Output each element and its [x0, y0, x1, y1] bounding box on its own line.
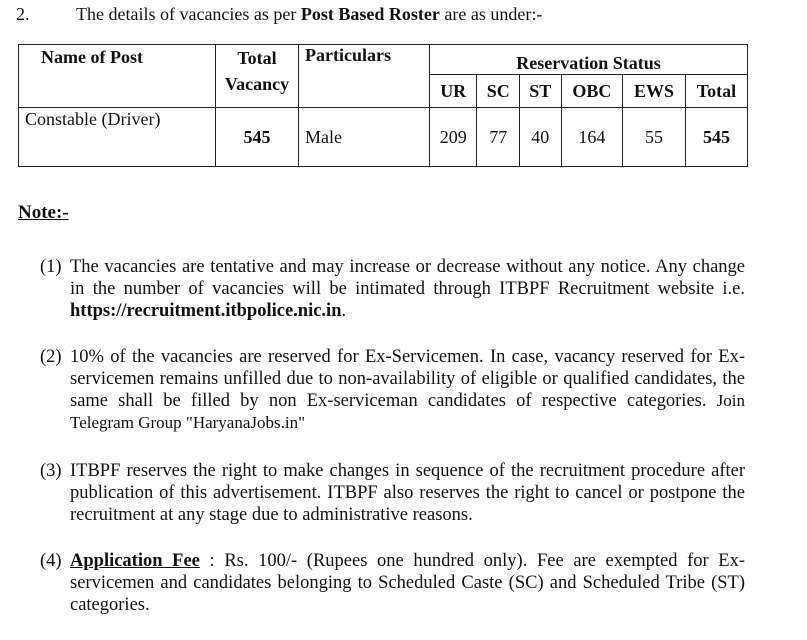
section-number: 2. [16, 4, 30, 24]
fee-separator: : [209, 551, 215, 571]
note-item-4 [40, 550, 745, 616]
cell-particulars: Male [299, 108, 430, 167]
note-index: (4) [40, 551, 62, 571]
cell-ews: 55 [623, 108, 686, 167]
cell-total [685, 108, 747, 167]
recruitment-link[interactable]: https://recruitment.itbpolice.nic.in [70, 301, 342, 321]
cell-post: Constable (Driver) [19, 108, 216, 167]
note-text: The vacancies are tentative and may increase or decrease without any notice. Any change in the number of vacancies will be intimated through ITBPF Recruitment website i.e. [70, 257, 745, 299]
note-text: Rs. 100/- (Rupees one hundred only). Fee are exempted for Ex-servicemen and candidates belonging to Scheduled Caste (SC) and Scheduled Tribe (ST) categories. [70, 551, 746, 615]
total-value: 545 [702, 126, 730, 147]
header-total-vacancy: Total Vacancy [216, 45, 299, 108]
total-vacancy-value: 545 [243, 126, 271, 147]
note-text: ITBPF reserves the right to make changes in sequence of the recruitment procedure after publication of this advertisement. ITBPF also reserves the right to cancel or postpone the recruitment at any stage due to administrative reasons. [70, 461, 745, 525]
note-index: (2) [40, 347, 62, 367]
note-item-1 [40, 256, 745, 322]
heading-text-after: are as under:- [439, 4, 543, 24]
heading-text-before: The details of vacancies as per [76, 4, 301, 24]
note-item-3 [40, 460, 745, 526]
note-item-2 [40, 346, 745, 434]
header-sc: SC [477, 75, 520, 108]
header-name-of-post: Name of Post [19, 45, 216, 108]
note-text-after: . [341, 301, 347, 321]
cell-sc: 77 [477, 108, 520, 167]
header-st: ST [520, 75, 561, 108]
note-text: 10% of the vacancies are reserved for Ex-Servicemen. In case, vacancy reserved for Ex-servicemen remains unfilled due to non-availability of eligible or qualified candidates, the same shall be filled by non Ex-serviceman candidates of respective categories. [70, 347, 745, 411]
telegram-watermark: Join Telegram Group "HaryanaJobs.in" [70, 391, 746, 432]
heading-text-bold: Post Based Roster [300, 4, 440, 24]
header-particulars: Particulars [299, 45, 430, 108]
cell-ur: 209 [430, 108, 477, 167]
header-obc: OBC [561, 75, 623, 108]
vacancy-table [18, 44, 748, 167]
header-ews: EWS [623, 75, 686, 108]
header-ur: UR [430, 75, 477, 108]
note-index: (3) [40, 461, 62, 481]
section-heading [16, 4, 542, 25]
note-title: Note:- [18, 202, 69, 223]
application-fee-label: Application Fee [70, 551, 200, 571]
header-total: Total [685, 75, 747, 108]
cell-st: 40 [520, 108, 561, 167]
note-index: (1) [40, 257, 62, 277]
header-reservation-status: Reservation Status [430, 45, 748, 75]
cell-total-vacancy [216, 108, 299, 167]
table-row [19, 108, 748, 167]
cell-obc: 164 [561, 108, 623, 167]
